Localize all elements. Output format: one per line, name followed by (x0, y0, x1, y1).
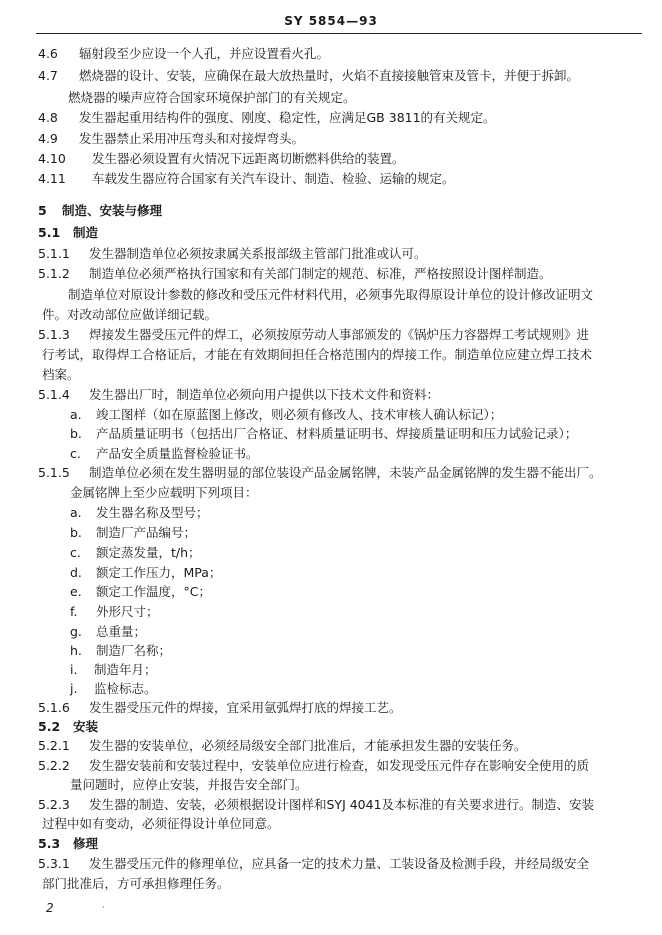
clause-text: 件。对改动部位应做详细记载。 (42, 307, 218, 322)
clause-text: 发生器出厂时，制造单位必须向用户提供以下技术文件和资料： (89, 387, 440, 402)
clause-number: 4.10 (38, 151, 66, 166)
clause-number: 5.1.3 (38, 327, 70, 342)
list-marker: c. (70, 446, 81, 461)
list-text: 制造厂产品编号； (96, 525, 197, 540)
clause-text: 焊接发生器受压元件的焊工，必须按原劳动人事部颁发的《锅炉压力容器焊工考试规则》进 (89, 327, 590, 342)
list-text: 发生器名称及型号； (96, 505, 209, 520)
clause-text: 燃烧器的设计、安装，应确保在最大放热量时，火焰不直接接触管束及管卡，并便于拆卸。 (79, 68, 580, 83)
clause-number: 5.1.2 (38, 266, 70, 281)
list-text: 竣工图样（如在原蓝图上修改，则必须有修改人、技术审核人确认标记）； (96, 407, 503, 422)
list-text: 监检标志。 (94, 681, 157, 696)
clause-text: 发生器必须设置有火情况下远距离切断燃料供给的装置。 (92, 151, 405, 166)
clause-number: 4.11 (38, 171, 66, 186)
clause-number: 5.3.1 (38, 856, 70, 871)
list-text: 产品质量证明书（包括出厂合格证、材料质量证明书、焊接质量证明和压力试验记录）； (96, 426, 578, 441)
clause-number: 5.1.5 (38, 465, 70, 480)
list-text: 额定工作压力，MPa； (96, 565, 222, 580)
section-title: 制造、安装与修理 (62, 203, 163, 218)
list-text: 制造厂名称； (96, 643, 172, 658)
clause-number: 4.7 (38, 68, 58, 83)
section-number: 5.1 (38, 225, 61, 240)
list-text: 外形尺寸； (96, 604, 159, 619)
clause-text: 行考试，取得焊工合格证后，才能在有效期间担任合格范围内的焊接工作。制造单位应建立焊工技术 (42, 347, 593, 362)
clause-text: 过程中如有变动，必须征得设计单位同意。 (42, 816, 280, 831)
section-number: 5 (38, 203, 47, 218)
clause-number: 5.1.1 (38, 246, 70, 261)
list-marker: b. (70, 525, 82, 540)
clause-text: 发生器禁止采用冲压弯头和对接焊弯头。 (79, 131, 305, 146)
clause-number: 5.1.4 (38, 387, 70, 402)
list-marker: b. (70, 426, 82, 441)
clause-text: 金属铭牌上至少应载明下列项目： (70, 485, 258, 500)
header-rule (36, 33, 642, 34)
list-text: 制造年月； (94, 662, 157, 677)
list-marker: h. (70, 643, 82, 658)
clause-number: 5.2.1 (38, 738, 70, 753)
clause-text: 制造单位对原设计参数的修改和受压元件材料代用，必须事先取得原设计单位的设计修改证明文 (68, 287, 594, 302)
page-number: 2 (46, 901, 54, 915)
clause-number: 5.1.6 (38, 700, 70, 715)
clause-text: 发生器受压元件的修理单位，应具备一定的技术力量、工装设备及检测手段，并经局级安全 (89, 856, 590, 871)
clause-text: 发生器的安装单位，必须经局级安全部门批准后，才能承担发生器的安装任务。 (89, 738, 527, 753)
list-text: 总重量； (96, 624, 147, 639)
section-title: 制造 (73, 225, 99, 240)
clause-text: 发生器起重用结构件的强度、刚度、稳定性，应满足GB 3811的有关规定。 (79, 110, 496, 125)
standard-code-header: SY 5854—93 (284, 14, 378, 28)
list-marker: g. (70, 624, 82, 639)
clause-number: 5.2.2 (38, 758, 70, 773)
clause-number: 4.9 (38, 131, 58, 146)
clause-text: 发生器制造单位必须按隶属关系报部级主管部门批准或认可。 (89, 246, 427, 261)
clause-number: 5.2.3 (38, 797, 70, 812)
section-title: 修理 (73, 836, 99, 851)
clause-text: 部门批准后，方可承担修理任务。 (42, 876, 230, 891)
clause-text: 发生器安装前和安装过程中，安装单位应进行检查，如发现受压元件存在影响安全使用的质 (89, 758, 590, 773)
clause-text: 辐射段至少应设一个人孔，并应设置看火孔。 (79, 46, 330, 61)
list-marker: a. (70, 505, 82, 520)
list-marker: a. (70, 407, 82, 422)
list-marker: f. (70, 604, 78, 619)
list-text: 产品安全质量监督检验证书。 (96, 446, 259, 461)
clause-text: 车载发生器应符合国家有关汽车设计、制造、检验、运输的规定。 (92, 171, 455, 186)
list-marker: c. (70, 545, 81, 560)
section-number: 5.3 (38, 836, 61, 851)
list-text: 额定蒸发量，t/h； (96, 545, 201, 560)
clause-text: 发生器的制造、安装，必须根据设计图样和SYJ 4041及本标准的有关要求进行。制造、安装 (89, 797, 595, 812)
clause-text: 制造单位必须严格执行国家和有关部门制定的规范、标准，严格按照设计图样制造。 (89, 266, 552, 281)
section-title: 安装 (73, 719, 99, 734)
list-text: 额定工作温度，°C； (96, 584, 211, 599)
clause-text: 档案。 (42, 367, 80, 382)
clause-text: 发生器受压元件的焊接，宜采用氩弧焊打底的焊接工艺。 (89, 700, 402, 715)
clause-number: 4.6 (38, 46, 58, 61)
list-marker: j. (70, 681, 78, 696)
clause-text: 制造单位必须在发生器明显的部位装设产品金属铭牌，未装产品金属铭牌的发生器不能出厂。 (89, 465, 602, 480)
list-marker: e. (70, 584, 82, 599)
list-marker: i. (70, 662, 78, 677)
section-number: 5.2 (38, 719, 61, 734)
clause-text: 量问题时，应停止安装，并报告安全部门。 (70, 777, 308, 792)
clause-text: 燃烧器的噪声应符合国家环境保护部门的有关规定。 (68, 90, 356, 105)
footer-mark: · (102, 903, 105, 912)
list-marker: d. (70, 565, 82, 580)
clause-number: 4.8 (38, 110, 58, 125)
